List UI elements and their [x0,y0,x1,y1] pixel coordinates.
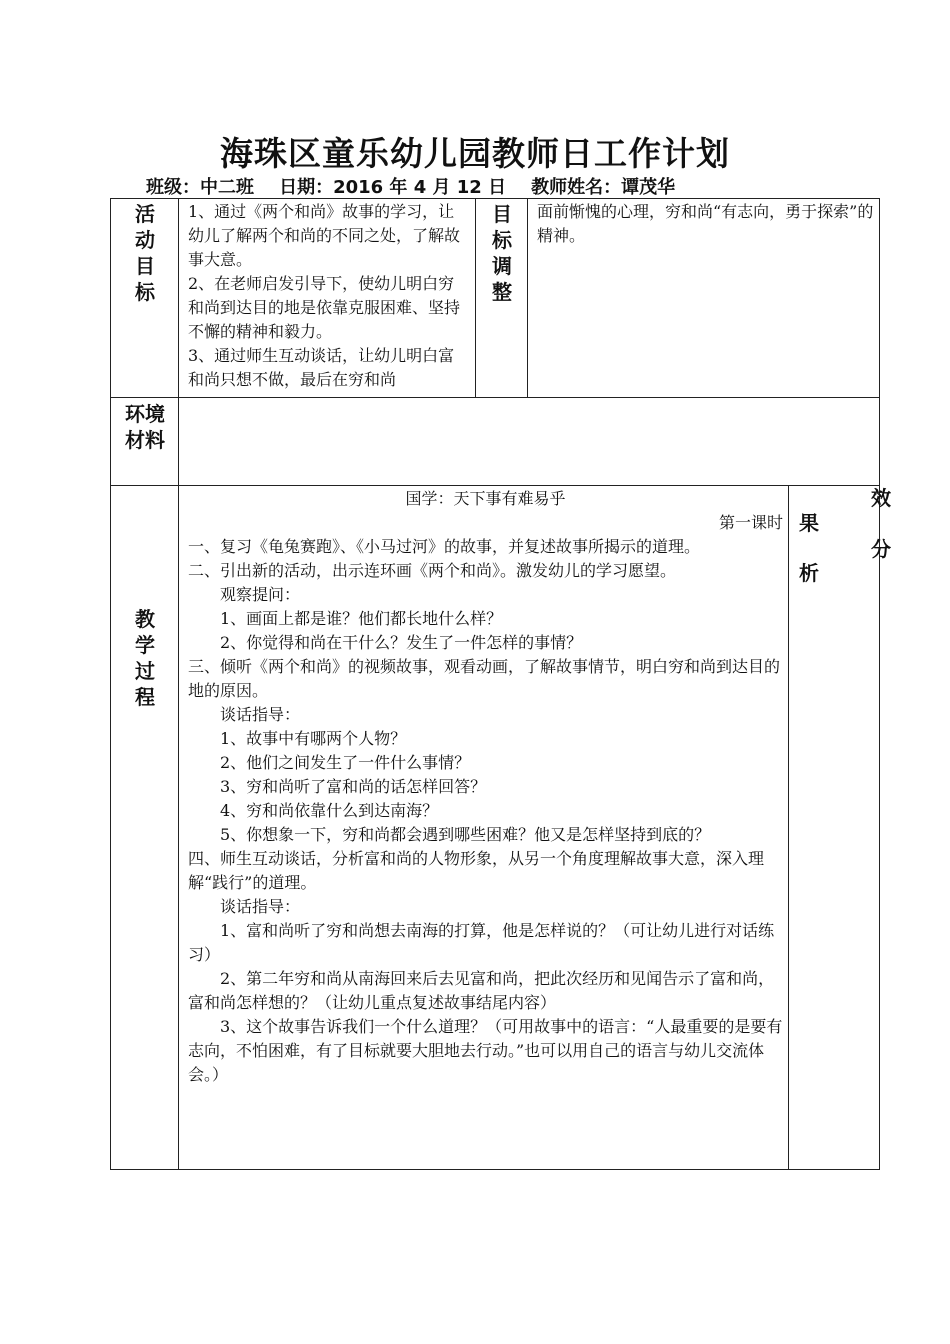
goal-item: 1、通过《两个和尚》故事的学习，让幼儿了解两个和尚的不同之处，了解故事大意。 [188,202,461,269]
process-line: 2、你觉得和尚在干什么？发生了一件怎样的事情？ [220,633,583,652]
process-line: 三、倾听《两个和尚》的视频故事，观看动画，了解故事情节，明白穷和尚到达目的地的原因。 [188,657,781,700]
lesson-number: 第一课时 [718,513,783,532]
label-column-divider [178,198,179,1170]
row-divider-2 [110,485,880,486]
table-border-bottom [110,1169,880,1170]
effect-char-4: 析 [799,561,819,585]
process-line: 3、这个故事告诉我们一个什么道理？（可用故事中的语言：“人最重要的是要有志向，不怕困难，有了目标就要大胆地去行动。”也可以用自己的语言与幼儿交流体会。） [188,1017,783,1084]
process-line: 5、你想象一下，穷和尚都会遇到哪些困难？他又是怎样坚持到底的？ [220,825,711,844]
process-line: 3、穷和尚听了富和尚的话怎样回答？ [220,777,487,796]
activity-goals [188,200,470,392]
process-line: 观察提问： [220,585,301,604]
process-content [188,487,783,1087]
process-line: 2、第二年穷和尚从南海回来后去见富和尚，把此次经历和见闻告示了富和尚，富和尚怎样想的？（让幼儿重点复述故事结尾内容） [188,969,775,1012]
goal-item: 2、在老师启发引导下，使幼儿明白穷和尚到达目的地是依靠克服困难、坚持不懈的精神和毅力。 [188,274,461,341]
goal-divider-a [475,198,476,398]
effect-char-2: 果 [799,511,819,535]
goal-adjust-label: 目 标 调 整 [492,202,512,304]
process-lines [188,535,783,1087]
activity-goal-label: 活 动 目 标 [135,202,155,304]
process-line: 2、他们之间发生了一件什么事情？ [220,753,471,772]
effect-char-1: 效 [871,486,891,510]
process-line: 1、故事中有哪两个人物？ [220,729,407,748]
lesson-heading: 国学：天下事有难易乎 [405,489,566,508]
process-line: 一、复习《龟兔赛跑》、《小马过河》的故事，并复述故事所揭示的道理。 [188,537,701,556]
effect-char-3: 分 [871,537,891,561]
process-line: 谈话指导： [220,897,301,916]
goal-adjust-text: 面前惭愧的心理，穷和尚“有志向，勇于探索”的精神。 [537,202,874,245]
header-info: 班级：中二班 日期：2016 年 4 月 12 日 教师姓名：谭茂华 [146,177,676,198]
process-line: 1、富和尚听了穷和尚想去南海的打算，他是怎样说的？（可让幼儿进行对话练习） [188,921,775,964]
effect-divider [788,485,789,1170]
process-line: 二、引出新的活动，出示连环画《两个和尚》。激发幼儿的学习愿望。 [188,561,677,580]
environment-label: 环境 材料 [125,402,165,452]
process-line: 四、师生互动谈话，分析富和尚的人物形象，从另一个角度理解故事大意，深入理解“践行”的道理。 [188,849,765,892]
goal-divider-b [527,198,528,398]
goal-item: 3、通过师生互动谈话，让幼儿明白富和尚只想不做，最后在穷和尚 [188,346,455,389]
table-border-left [110,198,111,1170]
process-line: 4、穷和尚依靠什么到达南海？ [220,801,439,820]
process-label: 教 学 过 程 [135,607,155,709]
row-divider-1 [110,397,880,398]
table-border-right [879,198,880,1170]
process-line: 1、画面上都是谁？他们都长地什么样？ [220,609,503,628]
page-title: 海珠区童乐幼儿园教师日工作计划 [220,134,730,173]
table-border-top [110,198,880,199]
process-line: 谈话指导： [220,705,301,724]
